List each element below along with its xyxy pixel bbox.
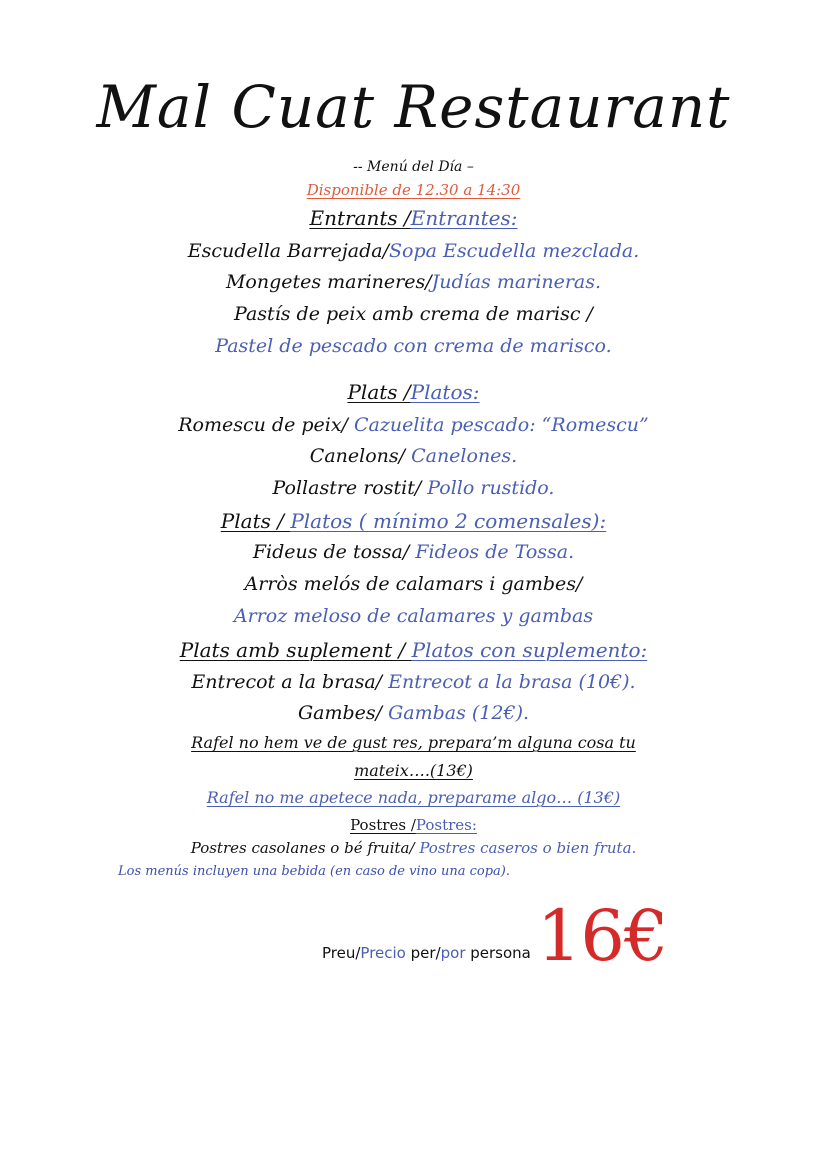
menu-item [0, 704, 827, 723]
precio-label: Precio [360, 944, 406, 962]
item-ca: Pastís de peix amb crema de marisc / [234, 303, 593, 325]
restaurant-title: Mal Cuat Restaurant [96, 73, 731, 141]
special-ca-1: Rafel no hem ve de gust res, prepara’m alguna cosa tu [191, 733, 636, 752]
heading-es: Postres: [415, 816, 477, 834]
item-ca: Escudella Barrejada/ [187, 240, 389, 262]
slash: / [435, 944, 441, 962]
menu-subtitle: -- Menú del Día – [353, 159, 474, 175]
item-es: Canelones. [411, 445, 518, 467]
item-ca: Romescu de peix/ [178, 414, 354, 436]
heading-ca: Plats amb suplement / [179, 638, 412, 662]
heading-ca: Entrants / [309, 206, 411, 230]
persona-label: persona [465, 944, 531, 962]
section-heading-plats [0, 382, 827, 402]
heading-ca: Plats / [347, 380, 411, 404]
slash: / [355, 944, 361, 962]
por-label: por [440, 944, 466, 962]
item-ca: Gambes/ [297, 702, 389, 724]
item-es: Arroz meloso de calamares y gambas [233, 605, 594, 627]
menu-item [0, 337, 827, 356]
preu-label: Preu [322, 944, 356, 962]
item-ca: Postres casolanes o bé fruita/ [190, 839, 420, 857]
section-heading-postres [0, 818, 827, 833]
special-ca-2: mateix….(13€) [354, 761, 473, 780]
menu-item-postres [0, 841, 827, 856]
price-line [322, 895, 668, 977]
item-ca: Mongetes marineres/ [225, 271, 432, 293]
menu-item [0, 416, 827, 435]
heading-es: Platos con suplemento: [411, 638, 648, 662]
heading-es: Platos ( mínimo 2 comensales): [290, 509, 607, 533]
heading-ca: Plats / [220, 509, 291, 533]
menu-item [0, 479, 827, 498]
special-es: Rafel no me apetece nada, preparame algo… (13€) [206, 788, 621, 807]
menu-item [0, 673, 827, 692]
item-es: Pastel de pescado con crema de marisco. [215, 335, 612, 357]
section-heading-entrants [0, 208, 827, 228]
menu-item [0, 447, 827, 466]
price-amount: 16€ [536, 895, 668, 977]
item-es: Cazuelita pescado: “Romescu” [354, 414, 649, 436]
section-heading-plats-min [0, 511, 827, 531]
item-ca: Entrecot a la brasa/ [191, 671, 389, 693]
item-ca: Arròs melós de calamars i gambes/ [244, 573, 583, 595]
item-es: Gambas (12€). [388, 702, 530, 724]
special-item-ca-line1 [0, 735, 827, 751]
item-es: Sopa Escudella mezclada. [388, 240, 640, 262]
special-item-es [0, 790, 827, 806]
price-label [322, 944, 531, 968]
heading-es: Platos: [410, 380, 480, 404]
item-es: Judías marineras. [431, 271, 602, 293]
drinks-note: Los menús incluyen una bebida (en caso de vino una copa). [118, 864, 510, 879]
menu-item [0, 575, 827, 594]
item-es: Entrecot a la brasa (10€). [388, 671, 636, 693]
heading-es: Entrantes: [410, 206, 518, 230]
special-item-ca-line2 [0, 763, 827, 779]
per-label: per [405, 944, 436, 962]
menu-item [0, 543, 827, 562]
menu-item [0, 242, 827, 261]
item-ca: Fideus de tossa/ [252, 541, 416, 563]
section-heading-suplement [0, 640, 827, 660]
item-es: Postres caseros o bien fruta. [419, 839, 637, 857]
heading-ca: Postres / [350, 816, 416, 834]
item-es: Pollo rustido. [427, 477, 555, 499]
menu-item [0, 305, 827, 324]
menu-item [0, 607, 827, 626]
item-ca: Canelons/ [309, 445, 412, 467]
menu-item [0, 273, 827, 292]
item-ca: Pollastre rostit/ [272, 477, 428, 499]
availability-hours: Disponible de 12.30 a 14:30 [306, 181, 521, 199]
item-es: Fideos de Tossa. [415, 541, 575, 563]
